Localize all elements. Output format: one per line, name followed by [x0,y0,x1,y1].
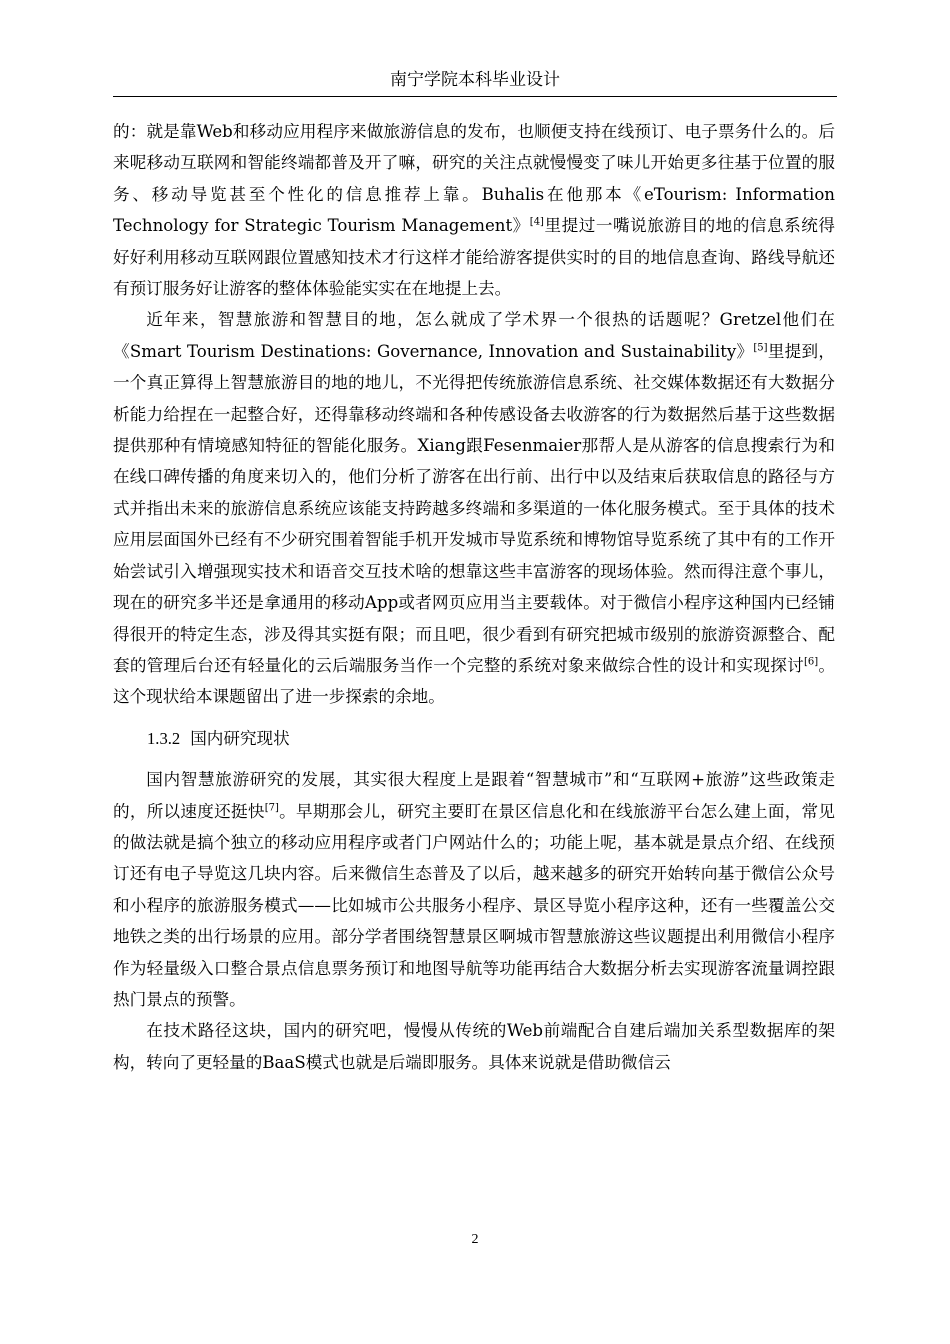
paragraph-3: 国内智慧旅游研究的发展，其实很大程度上是跟着“智慧城市”和“互联网+旅游”这些政策走的，所以速度还挺快[7]。早期那会儿，研究主要盯在景区信息化和在线旅游平台怎么建上面，常见的做法就是搞个独立的移动应用程序或者门户网站什么的；功能上呢，基本就是景点介绍、在线预订还有电子导览这几块内容。后来微信生态普及了以后，越来越多的研究开始转向基于微信公众号和小程序的旅游服务模式——比如城市公共服务小程序、景区导览小程序这种，还有一些覆盖公交地铁之类的出行场景的应用。部分学者围绕智慧景区啊城市智慧旅游这些议题提出利用微信小程序作为轻量级入口整合景点信息票务预订和地图导航等功能再结合大数据分析去实现游客流量调控跟热门景点的预警。 [113,770,836,1009]
section-number: 1.3.2 [147,728,181,748]
citation-ref: [6] [803,656,819,668]
section-heading [113,723,835,754]
citation-ref: [5] [753,342,768,354]
section-title: 国内研究现状 [190,728,290,748]
paragraph-2: 近年来，智慧旅游和智慧目的地，怎么就成了学术界一个很热的话题呢？Gretzel他们在《Smart Tourism Destinations: Governance, Innovation and Sustainability》[5]里提到，一个真正算得上智慧旅游目的地的地儿，不光得把传统旅游信息系统、社交媒体数据还有大数据分析能力给捏在一起整合好，还得靠移动终端和各种传感设备去收游客的行为数据然后基于这些数据提供那种有情境感知特征的智能化服务。Xiang跟Fesenmaier那帮人是从游客的信息搜索行为和在线口碑传播的角度来切入的，他们分析了游客在出行前、出行中以及结束后获取信息的路径与方式并指出未来的旅游信息系统应该能支持跨越多终端和多渠道的一体化服务模式。至于具体的技术应用层面国外已经有不少研究围着智能手机开发城市导览系统和博物馆导览系统了其中有的工作开始尝试引入增强现实技术和语音交互技术啥的想靠这些丰富游客的现场体验。然而得注意个事儿，现在的研究多半还是拿通用的移动App或者网页应用当主要载体。对于微信小程序这种国内已经铺得很开的特定生态，涉及得其实挺有限；而且吧，很少看到有研究把城市级别的旅游资源整合、配套的管理后台还有轻量化的云后端服务当作一个完整的系统对象来做综合性的设计和实现探讨[6]。这个现状给本课题留出了进一步探索的余地。 [113,310,836,707]
page-header: 南宁学院本科毕业设计 [113,66,837,97]
paragraph-4: 在技术路径这块，国内的研究吧，慢慢从传统的Web前端配合自建后端加关系型数据库的架构，转向了更轻量的BaaS模式也就是后端即服务。具体来说就是借助微信云 [113,1021,835,1072]
body-text [113,116,835,1078]
paragraph-1: 的：就是靠Web和移动应用程序来做旅游信息的发布，也顺便支持在线预订、电子票务什么的。后来呢移动互联网和智能终端都普及开了嘛，研究的关注点就慢慢变了味儿开始更多往基于位置的服务、移动导览甚至个性化的信息推荐上靠。Buhalis在他那本《eTourism: Information Technology for Strategic Tourism Management》[4]里提过一嘴说旅游目的地的信息系统得好好利用移动互联网跟位置感知技术才行这样才能给游客提供实时的目的地信息查询、路线导航还有预订服务好让游客的整体体验能实实在在地提上去。 [113,122,835,299]
page-number: 2 [471,1232,479,1247]
citation-ref: [4] [529,216,544,228]
citation-ref: [7] [264,802,279,813]
